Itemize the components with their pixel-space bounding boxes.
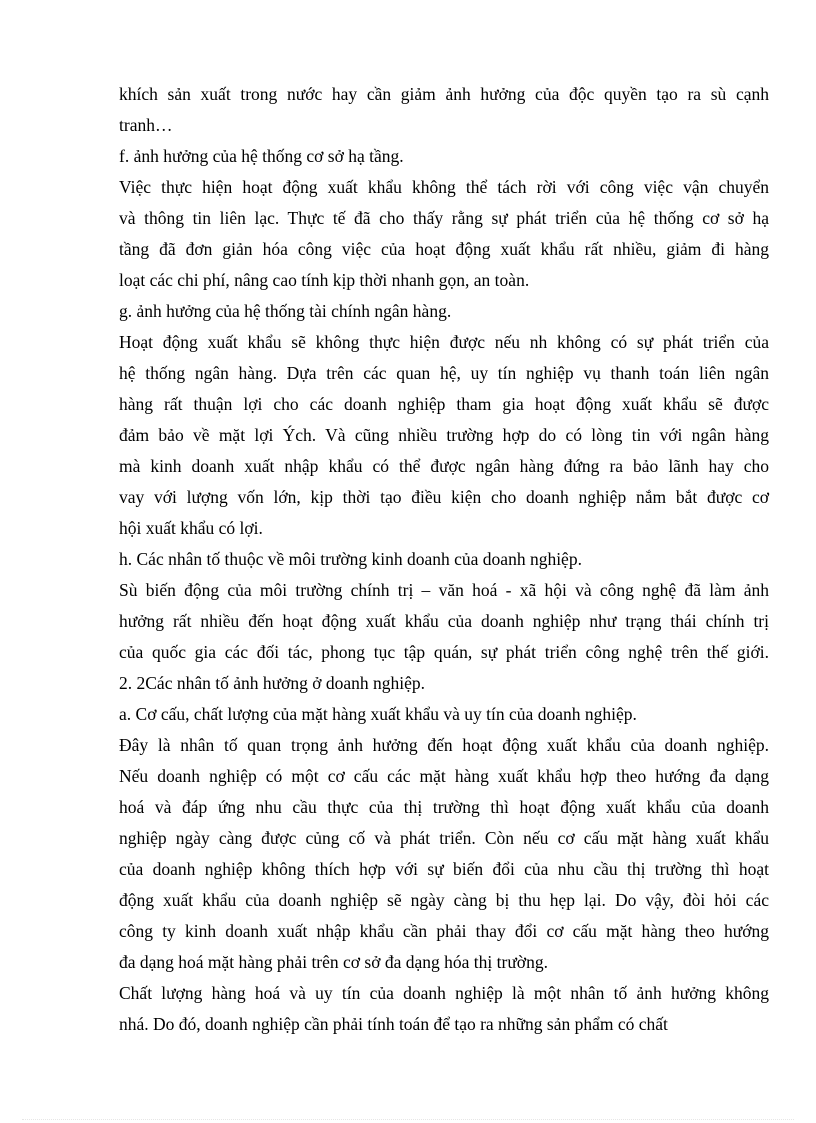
text-line: loạt các chi phí, nâng cao tính kịp thời nhanh gọn, an toàn. (119, 270, 530, 290)
text-line: công ty kinh doanh xuất nhập khẩu cần phải thay đổi cơ cấu mặt hàng theo hướng (119, 921, 769, 941)
text-line: h. Các nhân tố thuộc về môi trường kinh doanh của doanh nghiệp. (119, 549, 582, 569)
text-line: tầng đã đơn giản hóa công việc của hoạt động xuất khẩu rất nhiều, giảm đi hàng (119, 239, 769, 259)
text-line: của doanh nghiệp không thích hợp với sự biến đổi của nhu cầu thị trường thì hoạt (119, 859, 769, 879)
text-line: 2. 2Các nhân tố ảnh hưởng ở doanh nghiệp. (119, 673, 425, 693)
text-line: và thông tin liên lạc. Thực tế đã cho thấy rằng sự phát triển của hệ thống cơ sở hạ (119, 208, 769, 228)
text-line: đa dạng hoá mặt hàng phải trên cơ sở đa dạng hóa thị trường. (119, 952, 548, 972)
text-line: khích sản xuất trong nước hay cần giảm ảnh hưởng của độc quyền tạo ra sù cạnh (119, 84, 769, 104)
text-line: Sù biến động của môi trường chính trị – văn hoá - xã hội và công nghệ đã làm ảnh (119, 580, 769, 600)
text-line: Nếu doanh nghiệp có một cơ cấu các mặt hàng xuất khẩu hợp theo hướng đa dạng (119, 766, 769, 786)
text-line: đảm bảo về mặt lợi Ých. Và cũng nhiều trường hợp do có lòng tin với ngân hàng (119, 425, 769, 445)
text-line: hội xuất khẩu có lợi. (119, 518, 263, 538)
text-line: tranh… (119, 115, 173, 135)
text-line: nghiệp ngày càng được củng cố và phát triển. Còn nếu cơ cấu mặt hàng xuất khẩu (119, 828, 769, 848)
text-line: hoá và đáp ứng nhu cầu thực của thị trường thì hoạt động xuất khẩu của doanh (119, 797, 769, 817)
text-line: hưởng rất nhiều đến hoạt động xuất khẩu của doanh nghiệp như trạng thái chính trị (119, 611, 769, 631)
text-line: f. ảnh hưởng của hệ thống cơ sở hạ tầng. (119, 146, 404, 166)
text-line: Đây là nhân tố quan trọng ảnh hưởng đến hoạt động xuất khẩu của doanh nghiệp. (119, 735, 769, 755)
text-line: Chất lượng hàng hoá và uy tín của doanh nghiệp là một nhân tố ảnh hưởng không (119, 983, 769, 1003)
text-line: a. Cơ cấu, chất lượng của mặt hàng xuất khẩu và uy tín của doanh nghiệp. (119, 704, 637, 724)
text-line: g. ảnh hưởng của hệ thống tài chính ngân hàng. (119, 301, 452, 321)
text-line: nhá. Do đó, doanh nghiệp cần phải tính toán để tạo ra những sản phẩm có chất (119, 1014, 668, 1034)
text-line: Hoạt động xuất khẩu sẽ không thực hiện được nếu nh không có sự phát triển của (119, 332, 769, 352)
text-line: hệ thống ngân hàng. Dựa trên các quan hệ, uy tín nghiệp vụ thanh toán liên ngân (119, 363, 769, 383)
text-line: mà kinh doanh xuất nhập khẩu có thể được ngân hàng đứng ra bảo lãnh hay cho (119, 456, 769, 476)
page-bottom-divider (22, 1119, 794, 1120)
text-line: hàng rất thuận lợi cho các doanh nghiệp tham gia hoạt động xuất khẩu sẽ được (119, 394, 769, 414)
document-body (119, 79, 769, 1040)
text-line: vay với lượng vốn lớn, kịp thời tạo điều kiện cho doanh nghiệp nắm bắt được cơ (119, 487, 769, 507)
text-line: của quốc gia các đối tác, phong tục tập quán, sự phát triển công nghệ trên thế giới. (119, 642, 769, 662)
text-line: Việc thực hiện hoạt động xuất khẩu không thể tách rời với công việc vận chuyển (119, 177, 769, 197)
text-line: động xuất khẩu của doanh nghiệp sẽ ngày càng bị thu hẹp lại. Do vậy, đòi hỏi các (119, 890, 769, 910)
